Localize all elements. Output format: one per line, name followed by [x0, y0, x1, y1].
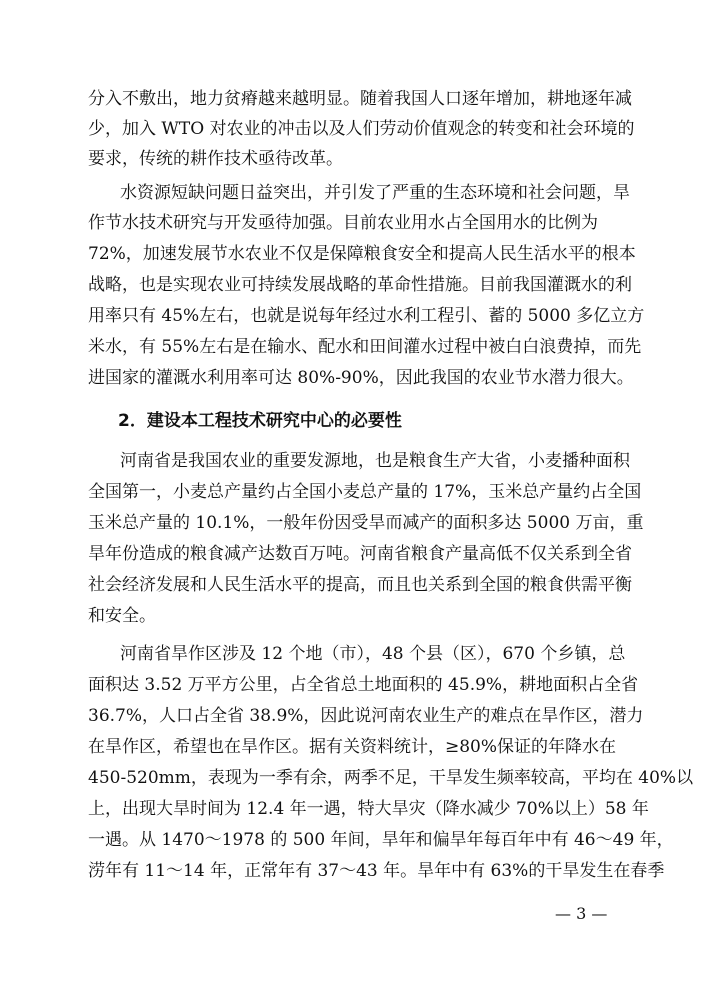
body-text-line: 用率只有 45%左右，也就是说每年经过水利工程引、蓄的 5000 多亿立方 — [88, 306, 645, 326]
body-text-line: 涝年有 11～14 年，正常年有 37～43 年。旱年中有 63%的干旱发生在春季 — [88, 861, 665, 881]
body-text-line: 社会经济发展和人民生活水平的提高，而且也关系到全国的粮食供需平衡 — [88, 575, 632, 595]
body-text-line: 河南省是我国农业的重要发源地，也是粮食生产大省，小麦播种面积 — [120, 451, 630, 471]
body-text-line: 72%，加速发展节水农业不仅是保障粮食安全和提高人民生活水平的根本 — [88, 244, 636, 264]
body-text-line: 在旱作区，希望也在旱作区。据有关资料统计，≥80%保证的年降水在 — [88, 737, 617, 757]
body-text-line: 战略，也是实现农业可持续发展战略的革命性措施。目前我国灌溉水的利 — [88, 275, 632, 295]
body-text-line: 作节水技术研究与开发亟待加强。目前农业用水占全国用水的比例为 — [88, 213, 598, 233]
body-text-line: 和安全。 — [88, 606, 156, 626]
body-text-line: 米水，有 55%左右是在输水、配水和田间灌水过程中被白白浪费掉，而先 — [88, 337, 642, 357]
body-text-line: 要求，传统的耕作技术亟待改革。 — [88, 149, 343, 169]
page-number: — 3 — — [555, 904, 608, 923]
body-text-line: 全国第一，小麦总产量约占全国小麦总产量的 17%，玉米总产量约占全国 — [88, 482, 642, 502]
body-text-line: 进国家的灌溉水利用率可达 80%-90%，因此我国的农业节水潜力很大。 — [88, 368, 634, 388]
body-text-line: 36.7%，人口占全省 38.9%，因此说河南农业生产的难点在旱作区，潜力 — [88, 706, 644, 726]
body-text-line: 上，出现大旱时间为 12.4 年一遇，特大旱灾（降水减少 70%以上）58 年 — [88, 799, 649, 819]
body-text-line: 450-520mm，表现为一季有余，两季不足，干旱发生频率较高，平均在 40%以 — [88, 768, 694, 788]
body-text-line: 少，加入 WTO 对农业的冲击以及人们劳动价值观念的转变和社会环境的 — [88, 119, 635, 139]
body-text-line: 一遇。从 1470～1978 的 500 年间，旱年和偏旱年每百年中有 46～49 年， — [88, 830, 674, 850]
body-text-line: 玉米总产量的 10.1%，一般年份因受旱而减产的面积多达 5000 万亩，重 — [88, 513, 644, 533]
body-text-line: 旱年份造成的粮食减产达数百万吨。河南省粮食产量高低不仅关系到全省 — [88, 544, 632, 564]
section-heading: 2．建设本工程技术研究中心的必要性 — [118, 411, 402, 431]
body-text-line: 面积达 3.52 万平方公里，占全省总土地面积的 45.9%，耕地面积占全省 — [88, 675, 639, 695]
body-text-line: 河南省旱作区涉及 12 个地（市），48 个县（区），670 个乡镇，总 — [120, 644, 626, 664]
body-text-line: 分入不敷出，地力贫瘠越来越明显。随着我国人口逐年增加，耕地逐年减 — [88, 89, 632, 109]
body-text-line: 水资源短缺问题日益突出，并引发了严重的生态环境和社会问题，旱 — [120, 183, 630, 203]
